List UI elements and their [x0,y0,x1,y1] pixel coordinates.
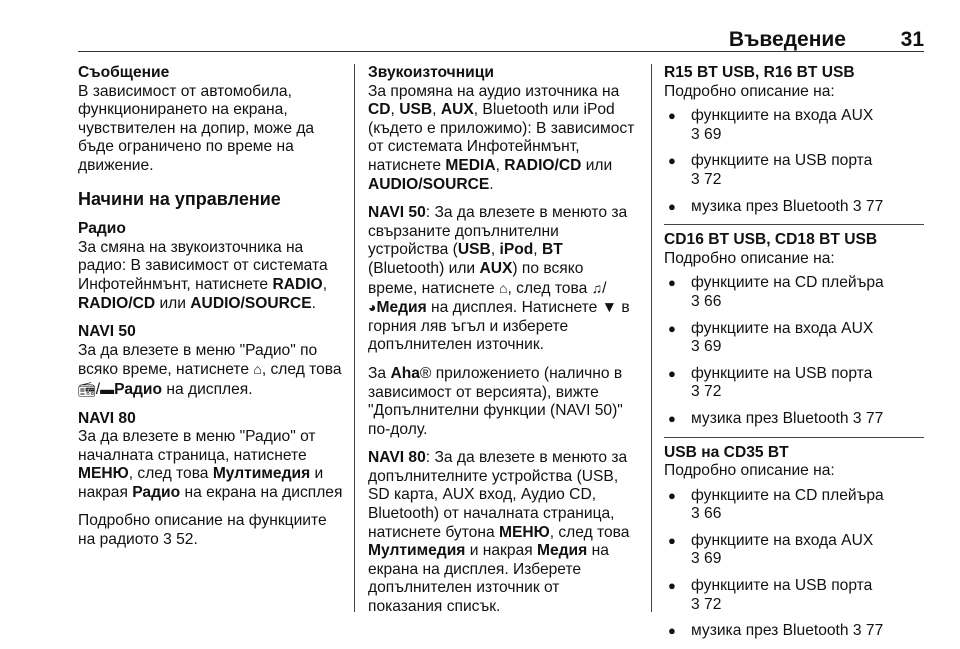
home-icon: ⌂ [499,279,508,296]
r15-intro: Подробно описание на: [664,82,835,100]
navi50-title: NAVI 50 [78,323,136,341]
media-icon: ◕ [368,299,377,316]
page-title: Въведение [728,28,846,51]
cd16-list [664,274,924,428]
section-divider [664,224,924,225]
list-item: ● функциите на CD плейъра 3 66 [664,487,924,524]
page-ref-icon: 3 [852,409,862,427]
sources-paragraph-3: За Aha® приложението (налично в зависимост от версията), вижте "Допълнителни функции (NAVI 50)" по-долу. [368,364,623,438]
column-1 [78,64,348,560]
section-divider [664,437,924,438]
cd35-title: USB на CD35 BT [664,443,789,461]
cd35-list [664,487,924,641]
list-item: ● музика през Bluetooth 3 77 [664,410,924,429]
radio-title: Радио [78,220,126,238]
sources-paragraph-2: NAVI 50: За да влезете в менюто за свързаните допълнителни устройства (USB, iPod, BT (Bluetooth) или AUX) по всяко време, натиснете ⌂, след това ♫/ ◕Медия на дисплея. Натиснете ▼ в горния ляв ъгъл и изберете допълнителен източник. [368,204,630,354]
sources-paragraph-1: За промяна на аудио източника на CD, USB, AUX, Bluetooth или iPod (където е приложимо): В зависимост от системата Инфотейнмънт, натиснете MEDIA, RADIO/CD или AUDIO/SOURCE. [368,82,635,193]
list-item: ● функциите на USB порта 3 72 [664,152,924,189]
navi80-title: NAVI 80 [78,409,136,427]
list-item: ● музика през Bluetooth 3 77 [664,198,924,217]
header-rule [78,51,924,52]
column-divider-1 [354,64,355,612]
cd16-intro: Подробно описание на: [664,249,835,267]
home-icon: ⌂ [253,361,262,378]
page-ref-icon: 3 [691,338,700,356]
radio-paragraph: За смяна на звукоизточника на радио: В зависимост от системата Инфотейнмънт, натиснете RADIO, RADIO/CD или AUDIO/SOURCE. [78,238,328,312]
notice-title: Съобщение [78,64,170,81]
sources-paragraph-4: NAVI 80: За да влезете в менюто за допълнителните устройства (USB, SD карта, AUX вход, Аудио CD, Bluetooth) от началната страница, натиснете бутона МЕНЮ, след това Мултимедия и накрая Медия на екрана на дисплея. Изберете допълнителен източник от показания списък. [368,449,630,616]
column-2 [368,64,636,627]
notice-text: В зависимост от автомобила, функционирането на екрана, чувствителен на допир, може да бъде ограничено по време на движение. [78,82,315,174]
cd16-title: CD16 BT USB, CD18 BT USB [664,231,878,249]
page-ref-icon: 3 [691,170,700,188]
list-item: ● функциите на входа AUX 3 69 [664,532,924,569]
down-triangle-icon: ▼ [601,299,618,317]
details-paragraph: Подробно описание на функциите на радиото 3 52. [78,512,327,549]
sources-title: Звукоизточници [368,64,494,81]
page-ref-icon: 3 [691,505,700,523]
navi80-paragraph: За да влезете в меню "Радио" от началната страница, натиснете МЕНЮ, след това Мултимедия и накрая Радио на екрана на дисплея [78,428,343,501]
page-ref-icon: 3 [691,550,700,568]
radio-icon: 📻︎ [78,380,96,397]
page-ref-icon: 3 [691,595,700,613]
list-item: ● функциите на USB порта 3 72 [664,577,924,614]
page-ref-icon: 3 [691,292,700,310]
list-item: ● функциите на входа AUX 3 69 [664,320,924,357]
navi50-paragraph: За да влезете в меню "Радио" по всяко време, натиснете ⌂, след това 📻︎/▬Радио на дисплея. [78,341,342,398]
cd35-intro: Подробно описание на: [664,462,835,480]
column-divider-2 [651,64,652,612]
page-ref-icon: 3 [691,383,700,401]
page-ref-icon: 3 [691,125,700,143]
list-item: ● функциите на CD плейъра 3 66 [664,274,924,311]
r15-list [664,107,924,216]
page-ref-icon: 3 [852,197,862,215]
radio-tuner-icon: ▬ [100,380,115,397]
list-item: ● функциите на USB порта 3 72 [664,365,924,402]
section-title: Начини на управление [78,188,281,209]
r15-title: R15 BT USB, R16 BT USB [664,64,855,81]
notice-block [78,64,348,176]
music-note-icon: ♫ [591,279,603,296]
list-item: ● функциите на входа AUX 3 69 [664,107,924,144]
column-3 [664,64,924,649]
page-ref-icon: 3 [852,622,862,640]
page-header [78,24,924,52]
page-number: 31 [900,28,924,51]
page-ref-icon: 3 [163,531,172,549]
list-item: ● музика през Bluetooth 3 77 [664,622,924,641]
